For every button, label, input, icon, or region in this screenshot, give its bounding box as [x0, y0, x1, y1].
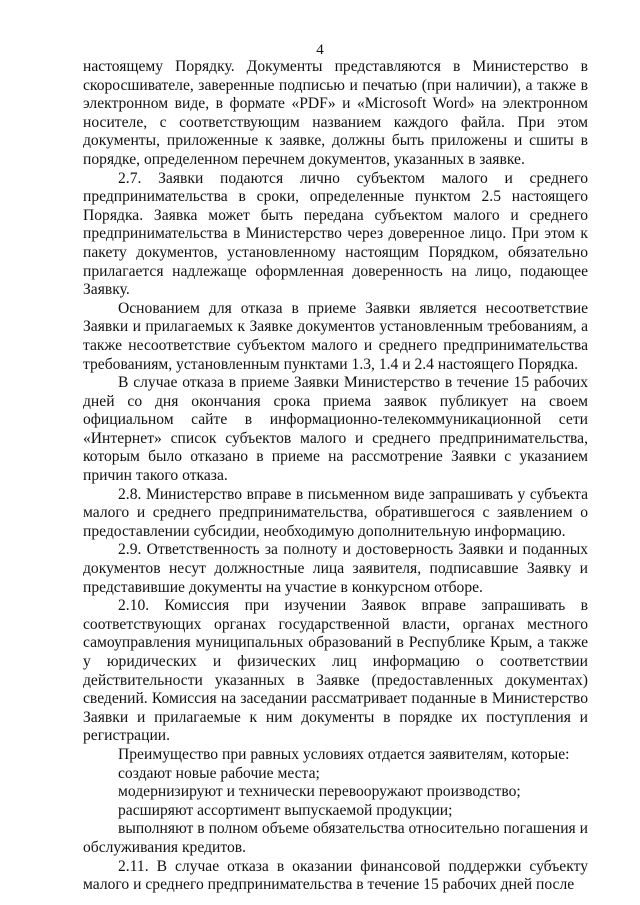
- paragraph-refusal-grounds: Основанием для отказа в приеме Заявки является несоответствие Заявки и прилагаемых к Заявке документов установленным требованиям, а также несоответствие субъектом малого и среднего предпринимательства требованиям, установленным пунктами 1.3, 1.4 и 2.4 настоящего Порядка.: [83, 299, 588, 373]
- paragraph-documents-submission: настоящему Порядку. Документы представляются в Министерство в скоросшивателе, заверенные подписью и печатью (при наличии), а также в электронном виде, в формате «PDF» и «Microsoft Word» на электронном носителе, с соответствующим названием каждого файла. При этом документы, приложенные к заявке, должны быть приложены и сшиты в порядке, определенном перечнем документов, указанных в заявке.: [83, 58, 588, 168]
- paragraph-refusal-publication: В случае отказа в приеме Заявки Министерство в течение 15 рабочих дней со дня окончания срока приема заявок публикует на своем официальном сайте в информационно-телекоммуникационной сети «Интернет» список субъектов малого и среднего предпринимательства, которым было отказано в приеме на рассмотрение Заявки с указанием причин такого отказа.: [83, 374, 588, 485]
- paragraph-2-10: 2.10. Комиссия при изучении Заявок вправе запрашивать в соответствующих органах государственной власти, органах местного самоуправления муниципальных образований в Республике Крым, а также у юридических и физических лиц информацию о соответствии действительности указанных в Заявке (предоставленных документах) сведений. Комиссия на заседании рассматривает поданные в Министерство Заявки и прилагаемые к ним документы в порядке их поступления и регистрации.: [83, 597, 588, 745]
- paragraph-2-11: 2.11. В случае отказа в оказании финансовой поддержки субъекту малого и среднего предпринимательства в течение 15 рабочих дней после: [83, 857, 588, 894]
- list-item: расширяют ассортимент выпускаемой продукции;: [118, 801, 453, 819]
- paragraph-2-8: 2.8. Министерство вправе в письменном виде запрашивать у субъекта малого и среднего предпринимательства, обратившегося с заявлением о предоставлении субсидии, необходимую дополнительную информацию.: [83, 485, 588, 540]
- paragraph-2-9: 2.9. Ответственность за полноту и достоверность Заявки и поданных документов несут должностные лица заявителя, подписавшие Заявку и представившие документы на участие в конкурсном отборе.: [83, 541, 588, 596]
- list-item: модернизируют и технически перевооружают производство;: [118, 783, 521, 801]
- list-item: создают новые рабочие места;: [118, 764, 320, 782]
- document-body: [83, 58, 588, 895]
- page-number: 4: [316, 42, 324, 58]
- paragraph-preference-intro: Преимущество при равных условиях отдается заявителям, которые:: [118, 745, 570, 763]
- paragraph-2-7: 2.7. Заявки подаются лично субъектом малого и среднего предпринимательства в сроки, определенные пунктом 2.5 настоящего Порядка. Заявка может быть передана субъектом малого и среднего предпринимательства в Министерство через доверенное лицо. При этом к пакету документов, установленному настоящим Порядком, обязательно прилагается надлежаще оформленная доверенность на лицо, подающее Заявку.: [83, 169, 588, 299]
- list-item: выполняют в полном объеме обязательства относительно погашения и обслуживания кредитов.: [83, 820, 588, 856]
